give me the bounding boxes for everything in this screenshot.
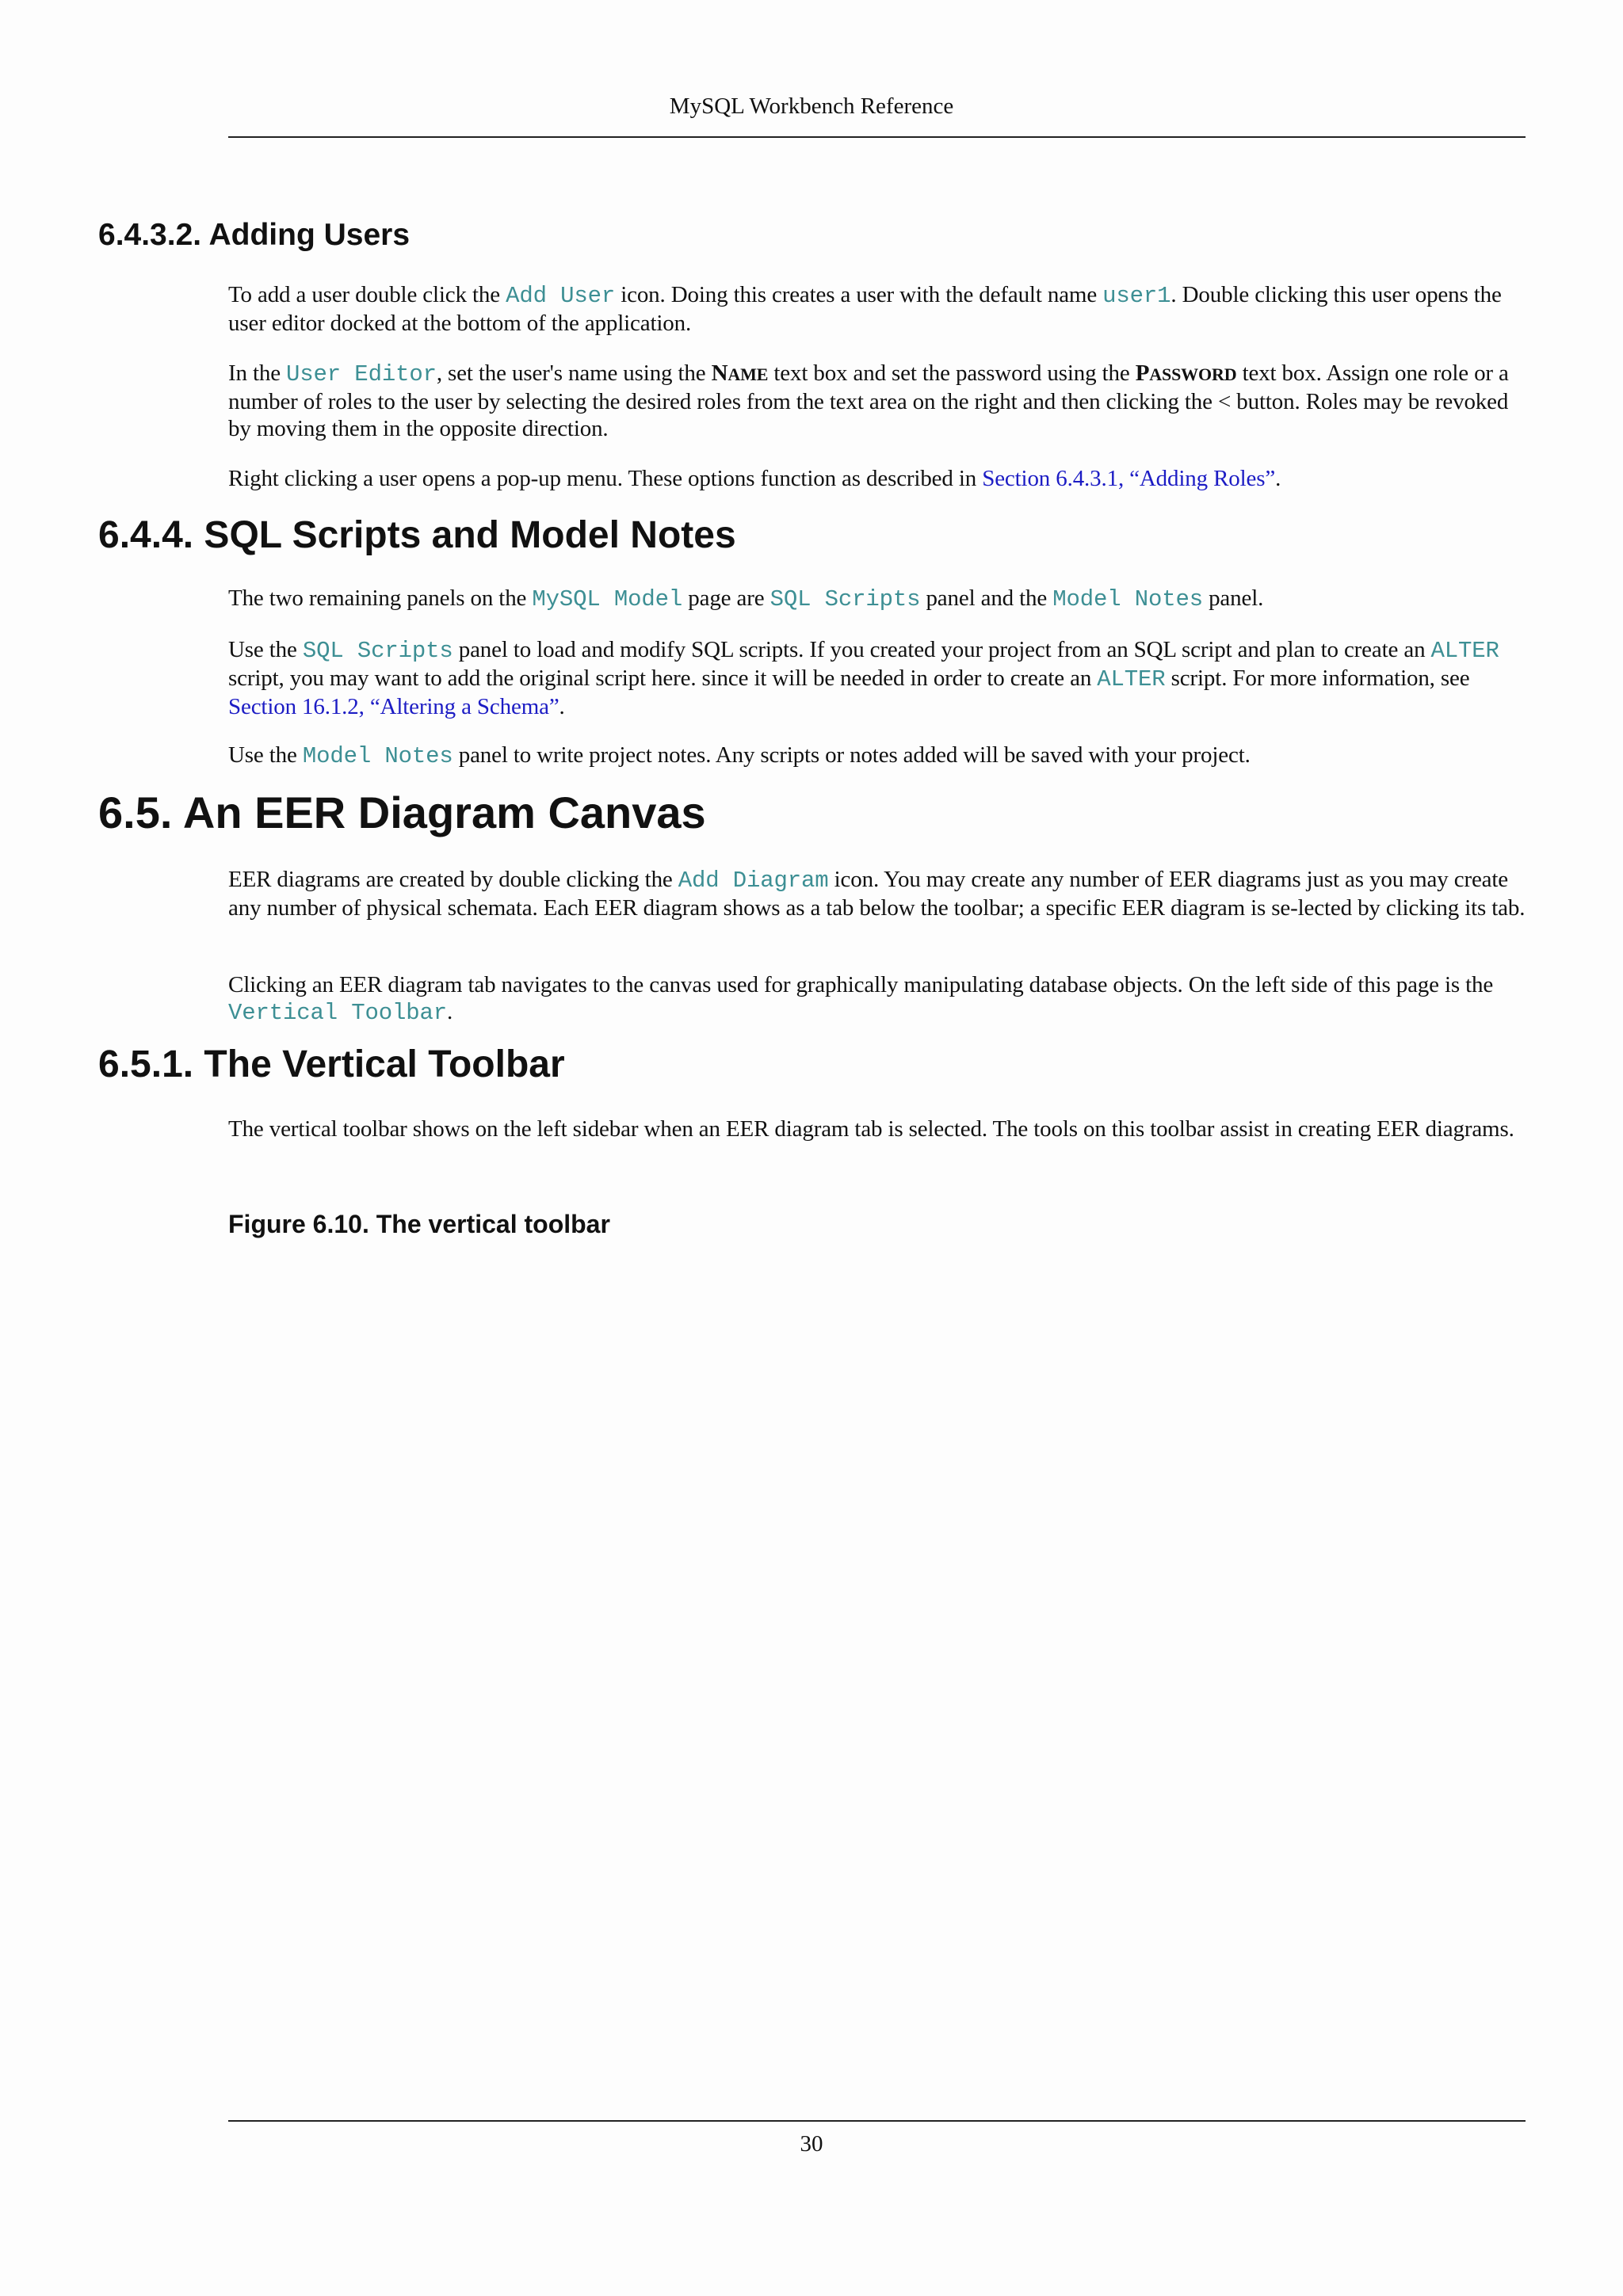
running-header-title: MySQL Workbench Reference <box>669 93 954 119</box>
text: Clicking an EER diagram tab navigates to the canvas used for graphically manipulating database objects. On the left side of this page is the <box>228 972 1494 997</box>
paragraph-right-click-user <box>228 465 1528 492</box>
gui-label-name <box>712 360 769 386</box>
text: . <box>559 694 565 719</box>
text: panel to write project notes. Any scripts or notes added will be saved with your project. <box>453 742 1251 768</box>
text: , set the user's name using the <box>436 360 712 386</box>
text: Use the <box>228 742 303 768</box>
text: To add a user double click the <box>228 282 506 307</box>
paragraph-sql-scripts-panel <box>228 636 1528 720</box>
code-alter: ALTER <box>1430 638 1499 664</box>
paragraph-remaining-panels <box>228 585 1528 613</box>
text: script, you may want to add the original script here. since it will be needed in order to create an <box>228 666 1098 691</box>
code-alter: ALTER <box>1097 666 1166 692</box>
text: page are <box>682 585 770 611</box>
heading-vertical-toolbar: 6.5.1. The Vertical Toolbar <box>98 1043 565 1085</box>
code-model-notes: Model Notes <box>302 743 453 769</box>
code-model-notes: Model Notes <box>1052 586 1203 612</box>
text: text box. Assign one role or a number of roles to the user by selecting the desired roles from the text area on the right and then clicking the < button. Roles may be revoked by moving them in the opposite direction. <box>228 360 1509 441</box>
code-vertical-toolbar: Vertical Toolbar <box>228 1000 448 1026</box>
code-sql-scripts: SQL Scripts <box>302 638 453 664</box>
text: script. For more information, see <box>1165 666 1470 691</box>
heading-adding-users: 6.4.3.2. Adding Users <box>98 218 411 252</box>
code-mysql-model: MySQL Model <box>532 586 683 612</box>
header-rule <box>228 136 1526 138</box>
link-adding-roles[interactable]: Section 6.4.3.1, “Adding Roles” <box>982 466 1276 491</box>
heading-sql-scripts-model-notes: 6.4.4. SQL Scripts and Model Notes <box>98 514 736 556</box>
text: panel to load and modify SQL scripts. If you created your project from an SQL script and plan to create an <box>453 637 1431 662</box>
code-user1: user1 <box>1102 283 1171 309</box>
gui-label-password <box>1136 360 1237 386</box>
link-altering-schema[interactable]: Section 16.1.2, “Altering a Schema” <box>228 694 559 719</box>
code-sql-scripts: SQL Scripts <box>769 586 921 612</box>
footer-rule <box>228 2120 1526 2122</box>
text: text box and set the password using the <box>768 360 1136 386</box>
text: In the <box>228 360 287 386</box>
text: Right clicking a user opens a pop-up menu. These options function as described in <box>228 466 983 491</box>
text: panel and the <box>920 585 1053 611</box>
paragraph-add-user <box>228 281 1528 337</box>
text: . <box>447 999 453 1024</box>
code-add-user: Add User <box>506 283 616 309</box>
text: . Double clicking this user opens the user editor docked at the bottom of the application. <box>228 282 1502 336</box>
paragraph-eer-diagrams-created <box>228 866 1528 921</box>
text: . <box>1275 466 1281 491</box>
text: icon. You may create any number of EER diagrams just as you may create any number of physical schemata. Each EER diagram shows as a tab below the toolbar; a specific EER diagram is se-lected by clicking its tab. <box>228 867 1526 921</box>
page-number: 30 <box>800 2131 823 2157</box>
code-user-editor: User Editor <box>286 361 437 387</box>
paragraph-vertical-toolbar: The vertical toolbar shows on the left sidebar when an EER diagram tab is selected. The tools on this toolbar assist in creating EER diagrams. <box>228 1116 1514 1142</box>
paragraph-model-notes-panel <box>228 742 1528 770</box>
text: The two remaining panels on the <box>228 585 533 611</box>
text: Use the <box>228 637 303 662</box>
text: ASSWORD <box>1149 364 1237 384</box>
text: panel. <box>1202 585 1264 611</box>
text: AME <box>727 364 769 384</box>
text: P <box>1135 360 1150 386</box>
paragraph-user-editor <box>228 360 1528 442</box>
code-add-diagram: Add Diagram <box>678 868 829 894</box>
figure-caption: Figure 6.10. The vertical toolbar <box>228 1210 610 1238</box>
text: N <box>711 360 728 386</box>
text: EER diagrams are created by double clicking the <box>228 867 678 892</box>
heading-eer-diagram-canvas: 6.5. An EER Diagram Canvas <box>98 788 706 837</box>
paragraph-eer-tab-canvas <box>228 971 1528 1027</box>
text: icon. Doing this creates a user with the default name <box>615 282 1103 307</box>
